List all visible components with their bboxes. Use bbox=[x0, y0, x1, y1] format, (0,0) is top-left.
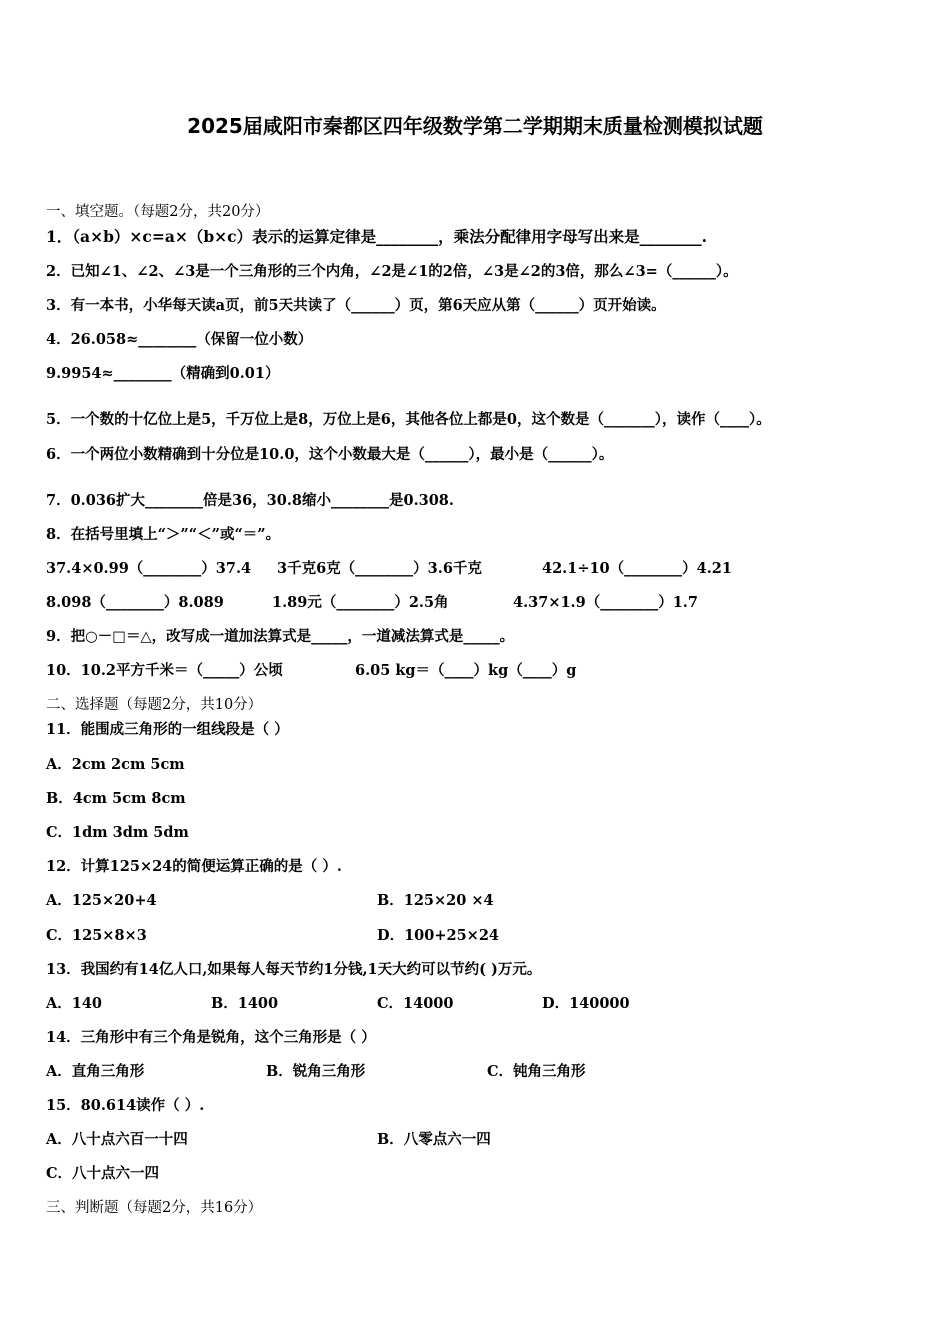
question-13-option-a: A．140 bbox=[46, 995, 103, 1012]
question-11-option-c: C．1dm 3dm 5dm bbox=[46, 824, 189, 841]
compare-item: 8.098（________）8.089 bbox=[46, 594, 224, 611]
question-9: 9．把○－□＝△，改写成一道加法算式是_____，一道减法算式是_____。 bbox=[46, 628, 515, 645]
question-12-option-b: B．125×20 ×4 bbox=[377, 892, 494, 909]
question-8-row-2 bbox=[46, 593, 926, 613]
question-11-option-a: A．2cm 2cm 5cm bbox=[46, 756, 185, 773]
question-14-option-a: A．直角三角形 bbox=[46, 1063, 145, 1080]
page-title: 2025届咸阳市秦都区四年级数学第二学期期末质量检测模拟试题 bbox=[187, 114, 763, 138]
question-12-option-a: A．125×20+4 bbox=[46, 892, 157, 909]
question-1: 1．（a×b）×c=a×（b×c）表示的运算定律是________，乘法分配律用字母写出来是________. bbox=[46, 227, 708, 246]
question-10a: 10．10.2平方千米＝（_____）公顷 bbox=[46, 662, 283, 679]
question-15-options-row-1 bbox=[46, 1130, 926, 1150]
question-13-option-c: C．14000 bbox=[377, 995, 454, 1012]
question-15-option-a: A．八十点六百一十四 bbox=[46, 1131, 188, 1148]
question-12-option-c: C．125×8×3 bbox=[46, 927, 147, 944]
question-8: 8．在括号里填上“＞”“＜”或“＝”。 bbox=[46, 526, 281, 543]
question-8-row-1 bbox=[46, 559, 926, 579]
compare-item: 3千克6克（________）3.6千克 bbox=[277, 560, 482, 577]
question-10b: 6.05 kg＝（____）kg（____）g bbox=[355, 662, 577, 679]
question-11-option-b: B．4cm 5cm 8cm bbox=[46, 790, 186, 807]
compare-item: 42.1÷10（________）4.21 bbox=[542, 560, 732, 577]
question-13: 13．我国约有14亿人口,如果每人每天节约1分钱,1天大约可以节约( )万元。 bbox=[46, 961, 542, 978]
section-heading-judgment: 三、判断题（每题2分，共16分） bbox=[46, 1200, 263, 1216]
compare-item: 4.37×1.9（________）1.7 bbox=[513, 594, 698, 611]
question-12-options-row-2 bbox=[46, 926, 926, 946]
question-12: 12．计算125×24的简便运算正确的是（ ）. bbox=[46, 858, 342, 875]
question-11: 11．能围成三角形的一组线段是（ ） bbox=[46, 721, 289, 738]
question-13-option-d: D．140000 bbox=[542, 995, 630, 1012]
question-13-option-b: B．1400 bbox=[211, 995, 279, 1012]
question-12-options-row-1 bbox=[46, 891, 926, 911]
question-4b: 9.9954≈________（精确到0.01） bbox=[46, 365, 280, 382]
compare-item: 37.4×0.99（________）37.4 bbox=[46, 560, 252, 577]
question-15-option-c: C．八十点六一四 bbox=[46, 1165, 160, 1182]
question-2: 2．已知∠1、∠2、∠3是一个三角形的三个内角，∠2是∠1的2倍，∠3是∠2的3倍，那么∠3=（______）。 bbox=[46, 263, 738, 280]
question-14-option-c: C．钝角三角形 bbox=[487, 1063, 586, 1080]
question-14-option-b: B．锐角三角形 bbox=[266, 1063, 366, 1080]
section-heading-fill-in: 一、填空题。（每题2分，共20分） bbox=[46, 204, 270, 220]
question-4a: 4．26.058≈________（保留一位小数） bbox=[46, 331, 313, 348]
question-6: 6．一个两位小数精确到十分位是10.0，这个小数最大是（______），最小是（______）。 bbox=[46, 446, 614, 463]
question-12-option-d: D．100+25×24 bbox=[377, 927, 499, 944]
question-3: 3．有一本书，小华每天读a页，前5天共读了（______）页，第6天应从第（______）页开始读。 bbox=[46, 297, 666, 314]
question-14: 14．三角形中有三个角是锐角，这个三角形是（ ） bbox=[46, 1029, 376, 1046]
question-14-options bbox=[46, 1062, 926, 1082]
question-5: 5．一个数的十亿位上是5，千万位上是8，万位上是6，其他各位上都是0，这个数是（_______），读作（____）。 bbox=[46, 411, 771, 428]
question-15-option-b: B．八零点六一四 bbox=[377, 1131, 491, 1148]
question-13-options bbox=[46, 994, 926, 1014]
question-10 bbox=[46, 661, 926, 681]
section-heading-choice: 二、选择题（每题2分，共10分） bbox=[46, 697, 263, 713]
question-15: 15．80.614读作（ ）. bbox=[46, 1097, 205, 1114]
compare-item: 1.89元（________）2.5角 bbox=[272, 594, 449, 611]
question-7: 7．0.036扩大________倍是36，30.8缩小________是0.308. bbox=[46, 492, 454, 509]
